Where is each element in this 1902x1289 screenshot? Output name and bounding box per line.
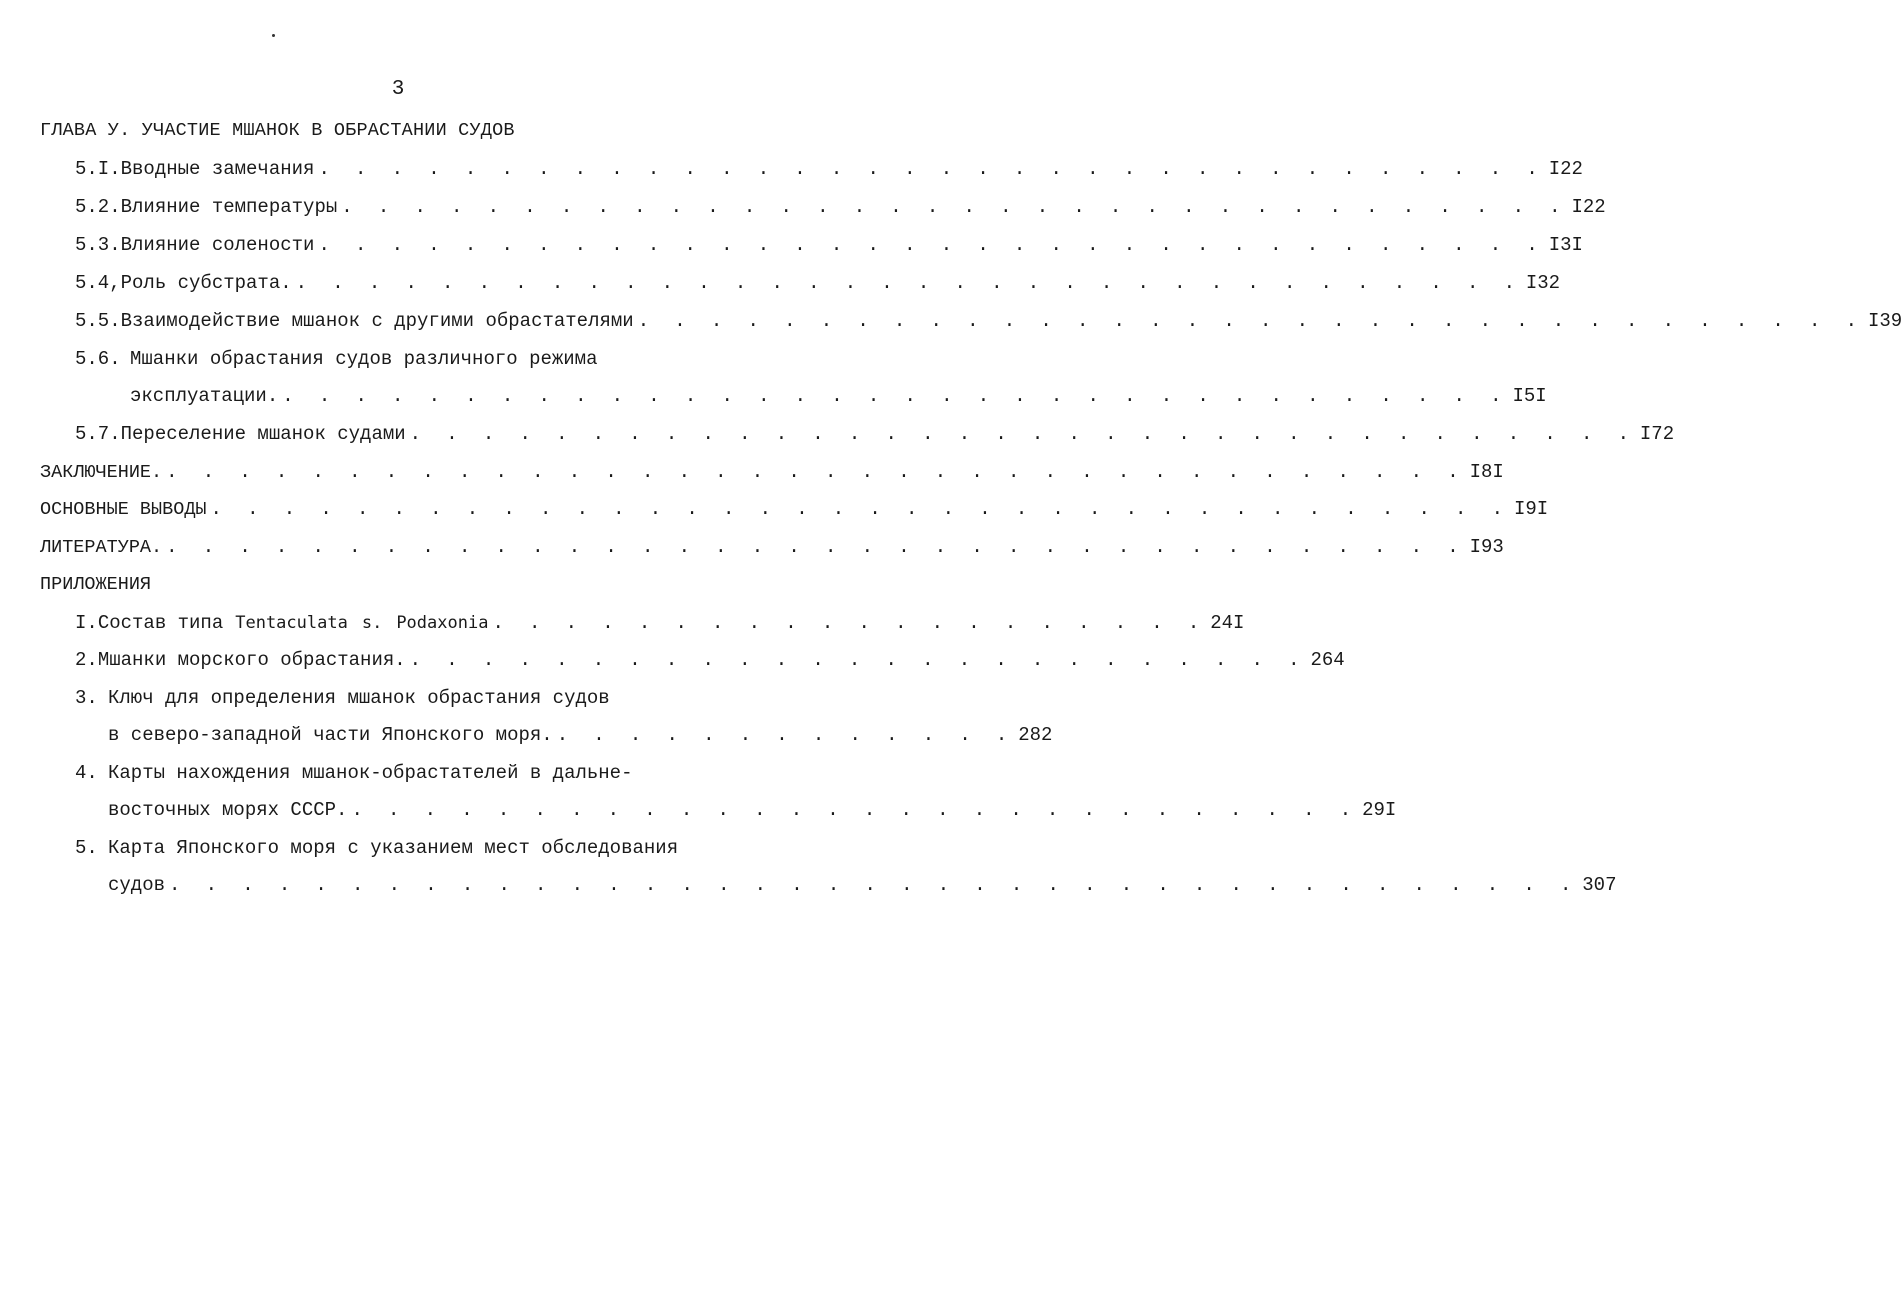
dot-leader: . . . . . . . . . . . . . . . . . . . . . . . . . . . . . . . . . . bbox=[318, 158, 1545, 180]
toc-entry-number: 5.2. bbox=[75, 196, 121, 218]
toc-entry-page: I5I bbox=[1512, 385, 1547, 407]
dot-leader: . . . . . . . . . . . . . . . . . . . . . . . . . . . . . . . . . . . . bbox=[166, 461, 1466, 483]
dot-leader: . . . . . . . . . . . . . . . . . . . . . . . . . . . . . . . . . . . . . . . bbox=[169, 874, 1579, 896]
toc-entry-page: I93 bbox=[1469, 536, 1504, 558]
appendix-page: 282 bbox=[1018, 724, 1053, 746]
appendix-entry-2[interactable] bbox=[75, 649, 1345, 671]
appendix-page: 29I bbox=[1362, 799, 1397, 821]
appendix-title: Состав типа bbox=[97, 612, 224, 634]
appendix-title: Карта Японского моря с указанием мест обследования bbox=[108, 837, 679, 859]
appendix-page: 307 bbox=[1582, 874, 1617, 896]
appendix-entry-5-line1[interactable] bbox=[75, 837, 728, 859]
dot-leader: . . . . . . . . . . . . . . . . . . . . . . . . . . . . bbox=[351, 799, 1359, 821]
appendix-latin-name: Podaxonia bbox=[396, 613, 489, 633]
toc-entry-page: I72 bbox=[1639, 423, 1675, 445]
paper-speck bbox=[272, 34, 275, 37]
appendix-entry-3-line1[interactable] bbox=[75, 687, 728, 709]
toc-entry-title: Переселение мшанок судами bbox=[120, 423, 406, 445]
appendix-number: 3. bbox=[75, 687, 98, 709]
appendix-title-continued: судов bbox=[108, 874, 166, 896]
dot-leader: . . . . . . . . . . . . . . . . . . . . . . . . . bbox=[409, 649, 1307, 671]
appendix-number: 2. bbox=[75, 649, 98, 671]
appendix-latin-abbrev: s. bbox=[361, 613, 383, 633]
toc-entry-title: Вводные замечания bbox=[120, 158, 315, 180]
toc-entry-conclusion[interactable] bbox=[40, 461, 1504, 483]
appendices-title: ПРИЛОЖЕНИЯ bbox=[40, 574, 152, 595]
appendix-entry-4-line1[interactable] bbox=[75, 762, 728, 784]
appendix-title: Ключ для определения мшанок обрастания судов bbox=[108, 687, 610, 709]
appendix-title-continued: восточных морях СССР. bbox=[108, 799, 348, 821]
toc-entry-title: ЗАКЛЮЧЕНИЕ. bbox=[40, 462, 163, 483]
dot-leader: . . . . . . . . . . . . . . . . . . . . . . . . . . . . . . . . . . bbox=[409, 423, 1636, 445]
toc-entry-page: I9I bbox=[1513, 498, 1549, 520]
toc-entry-number: 5.6. bbox=[75, 348, 121, 370]
toc-entry-title: Мшанки обрастания судов различного режима bbox=[130, 348, 598, 370]
dot-leader: . . . . . . . . . . . . . . . . . . . . . . . . . . . . . . . . . . bbox=[341, 196, 1568, 218]
toc-entry-number: 5.4, bbox=[75, 272, 121, 294]
appendix-number: I. bbox=[75, 612, 98, 634]
toc-entry-title: Влияние солености bbox=[120, 234, 315, 256]
appendix-title: Карты нахождения мшанок-обрастателей в дальне- bbox=[108, 762, 633, 784]
dot-leader: . . . . . . . . . . . . . . . . . . . . . . . . . . . . . . . . . . bbox=[637, 310, 1864, 332]
toc-entry-5-4[interactable] bbox=[75, 272, 1561, 294]
page-number: 3 bbox=[391, 78, 405, 101]
appendix-page: 24I bbox=[1210, 612, 1245, 634]
toc-entry-title: Роль субстрата. bbox=[120, 272, 292, 294]
toc-entry-title: Взаимодействие мшанок с другими обрастателями bbox=[120, 310, 634, 332]
toc-entry-title: Влияние температуры bbox=[120, 196, 338, 218]
appendix-number: 5. bbox=[75, 837, 98, 859]
appendix-title-continued: в северо-западной части Японского моря. bbox=[108, 724, 553, 746]
chapter-title: ГЛАВА У. УЧАСТИЕ МШАНОК В ОБРАСТАНИИ СУДОВ bbox=[40, 120, 515, 141]
appendix-entry-1[interactable] bbox=[75, 612, 1245, 634]
appendix-title: Мшанки морского обрастания. bbox=[97, 649, 406, 671]
appendix-number: 4. bbox=[75, 762, 98, 784]
appendix-page: 264 bbox=[1310, 649, 1345, 671]
appendix-latin-name: Tentaculata bbox=[235, 613, 348, 633]
toc-entry-page: I22 bbox=[1548, 158, 1583, 180]
toc-entry-5-7[interactable] bbox=[75, 423, 1675, 445]
toc-entry-5-5[interactable] bbox=[75, 310, 1902, 332]
dot-leader: . . . . . . . . . . . . . . . . . . . . . . . . . . . . . . . . . . bbox=[295, 272, 1522, 294]
toc-entry-title: ЛИТЕРАТУРА. bbox=[40, 537, 163, 558]
appendix-entry-4-line2[interactable] bbox=[108, 799, 1397, 821]
dot-leader: . . . . . . . . . . . . . . . . . . . . . . . . . . . . . . . . . . bbox=[318, 234, 1545, 256]
appendix-entry-3-line2[interactable] bbox=[108, 724, 1053, 746]
dot-leader: . . . . . . . . . . . . . . . . . . . . bbox=[492, 612, 1207, 634]
toc-entry-number: 5.3. bbox=[75, 234, 121, 256]
dot-leader: . . . . . . . . . . . . . . . . . . . . . . . . . . . . . . . . . . . . bbox=[210, 498, 1510, 520]
toc-entry-title-continued: эксплуатации. bbox=[130, 385, 279, 407]
toc-entry-5-6-line2[interactable] bbox=[130, 385, 1547, 407]
toc-entry-main-findings[interactable] bbox=[40, 498, 1549, 520]
toc-entry-literature[interactable] bbox=[40, 536, 1504, 558]
toc-entry-number: 5.7. bbox=[75, 423, 121, 445]
toc-entry-page: I3I bbox=[1548, 234, 1583, 256]
dot-leader: . . . . . . . . . . . . . bbox=[556, 724, 1015, 746]
toc-entry-page: I22 bbox=[1571, 196, 1606, 218]
toc-entry-title: ОСНОВНЫЕ ВЫВОДЫ bbox=[40, 499, 207, 520]
toc-entry-5-6-line1[interactable] bbox=[75, 348, 728, 370]
toc-entry-5-3[interactable] bbox=[75, 234, 1583, 256]
toc-entry-5-1[interactable] bbox=[75, 158, 1583, 180]
appendix-entry-5-line2[interactable] bbox=[108, 874, 1617, 896]
dot-leader: . . . . . . . . . . . . . . . . . . . . . . . . . . . . . . . . . . . . bbox=[166, 536, 1466, 558]
toc-entry-page: I32 bbox=[1525, 272, 1561, 294]
toc-entry-page: I39 bbox=[1867, 310, 1902, 332]
toc-entry-number: 5.I. bbox=[75, 158, 121, 180]
toc-entry-5-2[interactable] bbox=[75, 196, 1606, 218]
toc-entry-page: I8I bbox=[1469, 461, 1504, 483]
dot-leader: . . . . . . . . . . . . . . . . . . . . . . . . . . . . . . . . . . bbox=[282, 385, 1509, 407]
toc-entry-number: 5.5. bbox=[75, 310, 121, 332]
